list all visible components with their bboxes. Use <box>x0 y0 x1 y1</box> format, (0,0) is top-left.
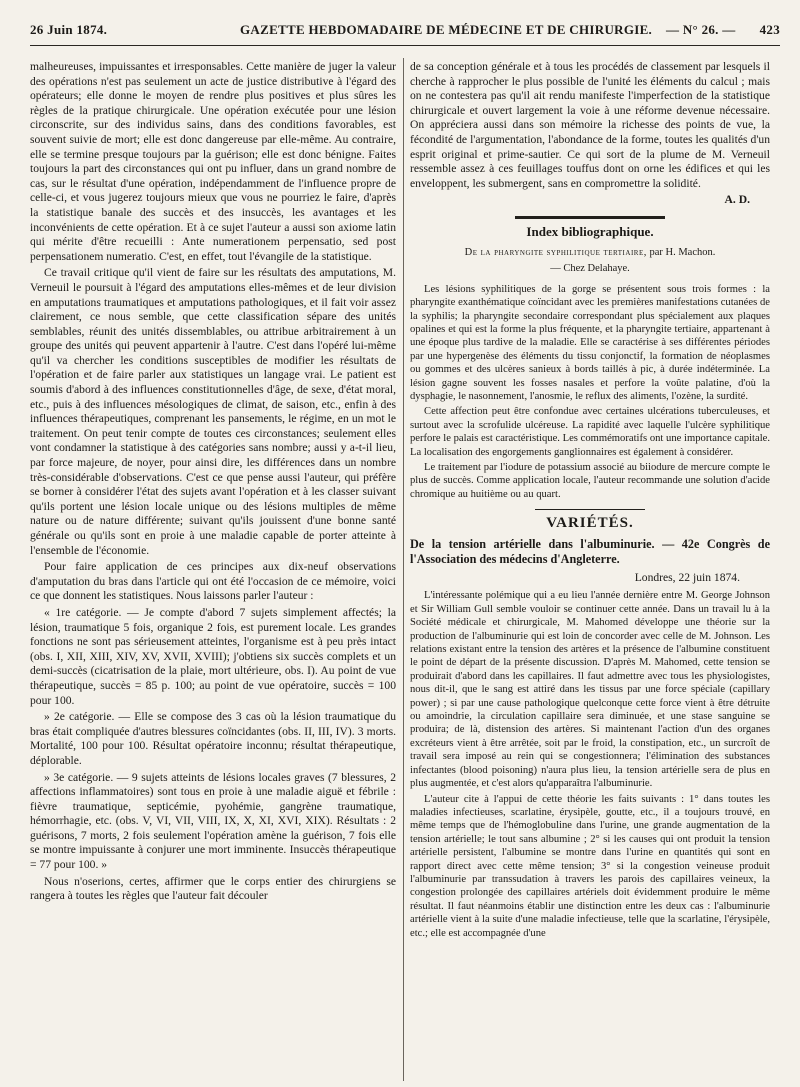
section-rule <box>535 509 645 510</box>
paragraph: Ce travail critique qu'il vient de faire sur les résultats des amputations, M. Verneuil le poursuit à l'égard des amputations elles-mêmes et de leur division en amputations traumatiques et amputations pathologiques, et il fait voir assez clairement, ce nous semble, que cette classification sépare des unités semblables, réunit des unités dissemblables, ou attribue arbitrairement à un groupe des unités qui peuvent appartenir à l'autre. C'est dans l'opéré lui-même qu'il va chercher les conditions susceptibles de modifier les résultats de l'opération et de faire parler aux statistiques un langage vrai. Le patient est soumis d'abord à des influences constitutionnelles d'âge, de sexe, d'état moral, etc., puis à des influences mésologiques de climat, de saison, etc., enfin à des influences thérapeutiques, comprenant les pansements, le régime, en un mot le traitement. On peut tenir compte de toutes ces circonstances; seulement elles vont condamner la statistique à des catégories sans nombre; aussi y a-t-il lieu, par force majeure, de noyer, pour ainsi dire, les différences dans un nombre très-considérable d'observations. C'est ce que pense aussi l'auteur, qui préfère se borner à considérer l'état des sujets avant l'opération et à les classer suivant qu'ils portent une lésion locale unique ou des lésions multiples de même nature ou de nature différente; suivant qu'ils jouissent d'une bonne santé générale ou qu'ils sont en proie à une maladie capable de porter atteinte à l'ensemble de l'économie. <box>30 266 396 557</box>
book-author: par H. Machon. <box>649 246 716 258</box>
paragraph: L'auteur cite à l'appui de cette théorie les faits suivants : 1° dans toutes les maladies infectieuses, scarlatine, érysipèle, goutte, etc., il a toujours trouvé, en même temps que de l'hémoglobuline dans l'urine, une grande augmentation de la tension artérielle; le tout sans albumine ; 2° si les causes qui ont produit la tension artérielle persistent, l'albumine se montre dans l'urine en quantités qui sont en rapport direct avec cette même tension; 3° si la congestion veineuse produit l'albuminurie par transsudation à travers les parois des capillaires veineux, la congestion prolongée des capillaires artériels doit évidemment produire le même résultat. Il faut néanmoins établir une distinction entre les deux cas : l'albuminurie artérielle vient à la suite d'une maladie infectieuse, telle que la scarlatine, l'érysipèle, etc.; elle est accompagnée d'une <box>410 793 770 939</box>
paragraph: « 1re catégorie. — Je compte d'abord 7 sujets simplement affectés; la lésion, traumatique 5 fois, organique 2 fois, est purement locale. Les grandes fonctions ne sont pas sérieusement atteintes, l'organisme est à peu près intact (obs. I, XII, XIII, XIV, XV, XVII, XVIII); j'obtiens six succès complets et un demi-succès (cicatrisation de la plaie, mort ultérieure, obs. I). Au point de vue thérapeutique, succès = 85 p. 100; au point de vue opératoire, succès = 100 pour 100. <box>30 605 396 707</box>
header-page-number: 423 <box>759 22 780 37</box>
paragraph: de sa conception générale et à tous les procédés de classement par lesquels il cherche à rapprocher le plus possible de l'unité les éléments du calcul ; mais on ne contestera pas qu'il ait rendu manifeste l'imperfection de la statistique chirurgicale et ouvert largement la voie à une réforme devenue nécessaire. On appréciera aussi dans son mémoire la richesse des points de vue, la fécondité de l'argumentation, l'abondance de la forme, toutes les qualités d'un esprit original et prime-sautier. Ce qui sort de la plume de M. Verneuil ressemble assez à ces feuillages touffus dont on orne les édifices et qui les enveloppent, les submergent, sans en compromettre la solidité. <box>410 60 770 190</box>
paragraph: L'intéressante polémique qui a eu lieu l'année dernière entre M. George Johnson et Sir William Gull semble vouloir se continuer cette année. Dans un travail lu à la Société médicale et chirurgicale, M. Mahomed développe une théorie sur la production de l'albuminurie qui est loin de concorder avec celle de M. Johnson. Les relations existant entre la tension des artères et la présence de l'albumine constituent le point de départ de la présente discussion. D'après M. Mahomed, cette tension se produirait d'abord dans les capillaires. Il faut admettre avec tous les physiologistes, nous dit-il, que le sang est attiré dans les tissus par une force spéciale (capillary power) ; si par une cause pathologique quelconque cette force vient à être détruite ou amoindrie, la circulation capillaire sera diminuée, et une stase sanguine se produira; de là, distension des artères. Si maintenant l'action d'un des organes excréteurs vient à être arrêtée, soit par le froid, la constipation, etc., un surcroît de travail sera imposé au rein qui se congestionnera; l'élimination des substances infectantes (blood poisoning) n'aura plus lieu, la tension artérielle sera de plus en plus augmentée, et c'est alors qu'apparaîtra l'albuminurie. <box>410 590 770 790</box>
right-column <box>410 60 770 1081</box>
paragraph: Pour faire application de ces principes aux dix-neuf observations d'amputation du bras dans l'article qui ont été l'occasion de ce mémoire, voici ce que donnent les statistiques. Nous laissons parler l'auteur : <box>30 560 396 603</box>
paragraph: Nous n'oserions, certes, affirmer que le corps entier des chirurgiens se rangera à toutes les règles que l'auteur fait découler <box>30 874 396 903</box>
index-heading: Index bibliographique. <box>526 223 654 239</box>
paragraph: Cette affection peut être confondue avec certaines ulcérations tuberculeuses, et surtout avec la scrofulide ulcéreuse. La rapidité avec laquelle l'ulcère syphilitique perfore le palais est caractéristique. Les commémoratifs ont une importance capitale. La localisation des engorgements ganglionnaires est également à considérer. <box>410 406 770 458</box>
book-reference <box>410 246 770 261</box>
header-date: 26 Juin 1874. <box>30 22 108 37</box>
left-column <box>30 60 396 1081</box>
header-title: GAZETTE HEBDOMADAIRE DE MÉDECINE ET DE CHIRURGIE. <box>240 22 653 37</box>
paragraph: Le traitement par l'iodure de potassium associé au biiodure de mercure compte le plus de succès. Comme application locale, l'auteur recommande une solution d'acide chromique au huitième ou au quart. <box>410 462 770 500</box>
index-body <box>410 283 770 502</box>
book-title: De la pharyngite syphilitique tertiaire, <box>464 246 647 258</box>
article-dateline: Londres, 22 juin 1874. <box>634 570 740 584</box>
varietes-body <box>410 589 770 940</box>
paragraph: malheureuses, impuissantes et irresponsables. Cette manière de juger la valeur des opérations n'est pas seulement un acte de justice distributive à l'égard des opérateurs; elle donne le moyen de rendre plus positives et plus sûres les règles de la pratique chirurgicale. Une opération exécutée pour une lésion circonscrite, sur des individus sains, dans des conditions favorables, est souvent suivie de mort; elle est donc dangereuse par elle-même. Au contraire, elle se termine presque toujours par la guérison; elle est donc bénigne. Faites toujours la part des circonstances qui ont pu influer, dans un grand nombre de cas, sur le résultat d'une opération, indépendamment de l'influence propre de celle-ci, et vous jugerez toujours mieux que vous ne pourriez le faire, d'après la statistique banale des succès et des insuccès, les avantages et les inconvénients de cette opération. Et à ce sujet l'auteur a aussi son axiome latin qui mérite d'être recueilli : Ante numerationem perpensatio, sed post perpensationem numeratio. C'est, en effet, tout l'évangile de la statistique. <box>30 60 396 263</box>
author-signature: A. D. <box>724 193 750 207</box>
varietes-heading: VARIÉTÉS. <box>546 515 634 532</box>
book-publisher: — Chez Delahaye. <box>550 263 630 275</box>
article-title: De la tension artérielle dans l'albuminurie. — 42e Congrès de l'Association des médecins d'Angleterre. <box>410 536 770 566</box>
header-issue-number: — N° 26. — <box>666 22 736 37</box>
paragraph: Les lésions syphilitiques de la gorge se présentent sous trois formes : la pharyngite exanthématique coïncidant avec les premières manifestations cutanées de la syphilis; la pharyngite secondaire correspondant plus spécialement aux plaques opalines et qui est la forme la plus fréquente, et la pharyngite tertiaire, appartenant à une époque plus tardive de la maladie. Elle se caractérise à ses différentes périodes par une hypergenèse des éléments du tissu conjonctif, la formation de néoplasmes ou gommes et des ulcères sanieux à bords taillés à pic, à durée indéterminée. La lésion gagne souvent les fosses nasales et perfore la voûte palatine, d'où la dysphagie, le nasonnement, l'anosmie, le reflux des aliments, l'ozène, la surdité. <box>410 283 770 402</box>
header-rule <box>30 45 780 46</box>
paragraph: » 3e catégorie. — 9 sujets atteints de lésions locales graves (7 blessures, 2 affections inflammatoires) sont tous en proie à une maladie aiguë et fébrile : fièvre traumatique, septicémie, pyohémie, gangrène traumatique, hémorrhagie, etc. (obs. V, VI, VII, VIII, IX, X, XI, XVI, XIX). Résultats : 2 guérisons, 7 morts, 2 fois seulement l'opération amène la guérison, 7 fois elle se montre impuissante à conjurer une mort imminente. Insuccès thérapeutique = 77 pour 100. » <box>30 770 396 872</box>
page-header <box>30 8 780 48</box>
paragraph: » 2e catégorie. — Elle se compose des 3 cas où la lésion traumatique du bras était compliquée d'autres blessures coïncidantes (obs. II, III, IV). 3 morts. Mortalité, 100 pour 100. Résultat opératoire inconnu; résultat thérapeutique, déplorable. <box>30 710 396 767</box>
column-divider <box>403 58 404 1081</box>
section-rule <box>515 216 665 219</box>
